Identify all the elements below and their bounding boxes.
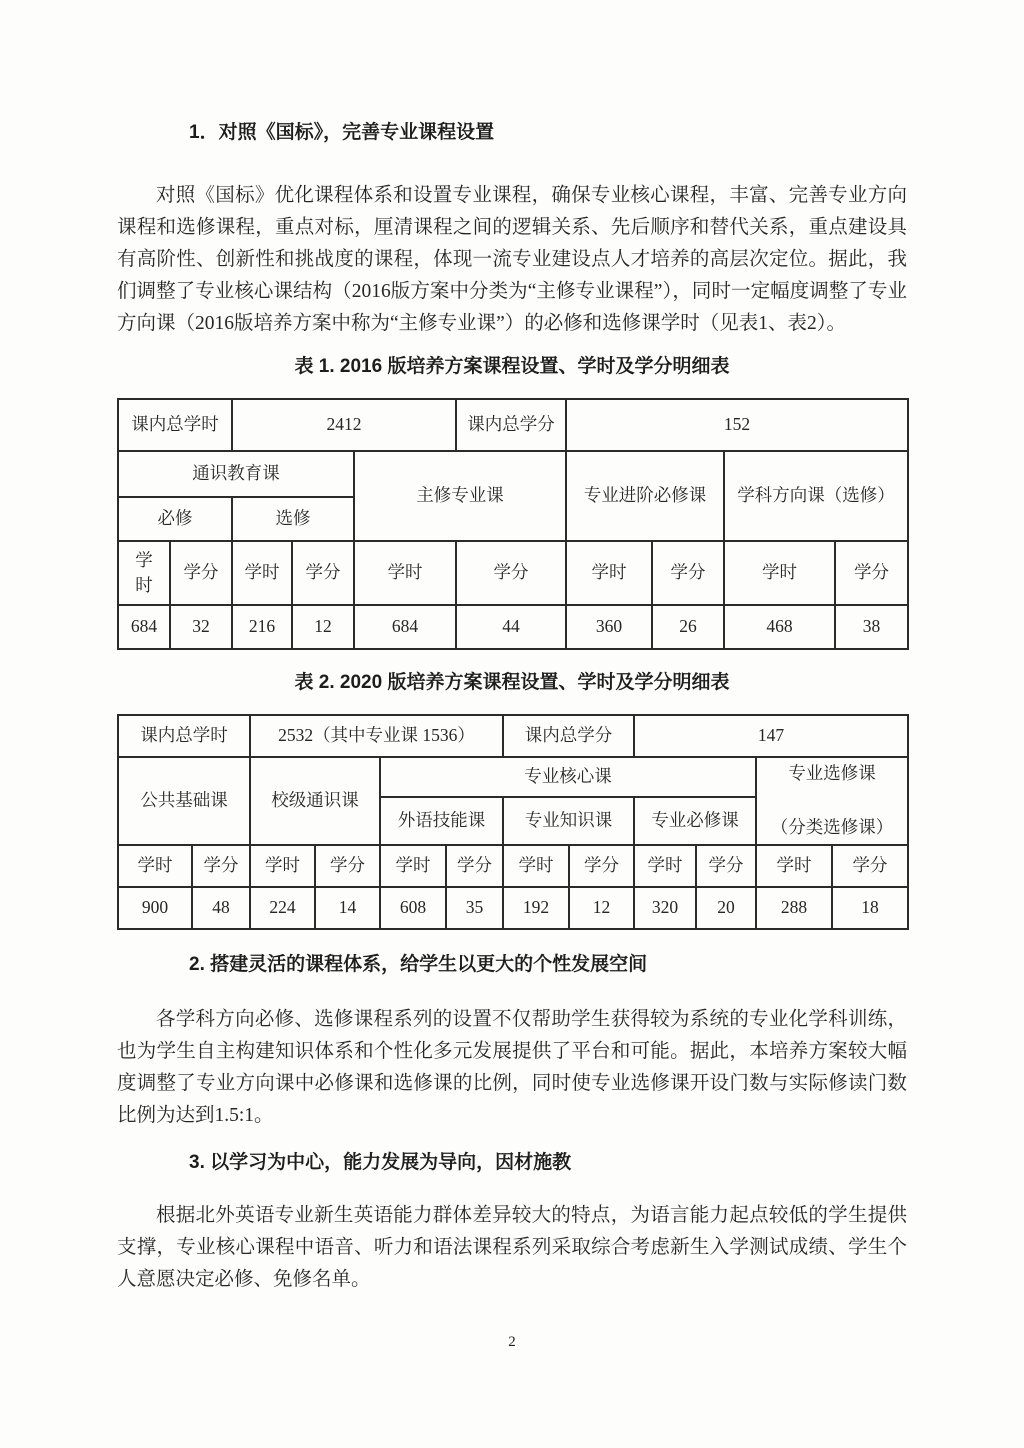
hours-header-cell: 学时 — [503, 845, 569, 887]
section-1-paragraph: 对照《国标》优化课程体系和设置专业课程，确保专业核心课程，丰富、完善专业方向课程和选修课程，重点对标，厘清课程之间的逻辑关系、先后顺序和替代关系，重点建设具有高阶性、创新性和挑战度的课程，体现一流专业建设点人才培养的高层次定位。据此，我们调整了专业核心课结构（2016版方案中分类为“主修专业课程”），同时一定幅度调整了专业方向课（2016版培养方案中称为“主修专业课”）的必修和选修课学时（见表1、表2）。 — [117, 185, 907, 334]
data-cell: 26 — [652, 605, 724, 649]
data-cell: 320 — [634, 887, 696, 929]
data-cell: 900 — [118, 887, 192, 929]
table-row — [118, 451, 908, 497]
t2-group-professional-elective — [756, 757, 908, 845]
t2-sub-language-skills: 外语技能课 — [380, 797, 503, 845]
data-cell: 38 — [835, 605, 908, 649]
section-2-heading: 2. 搭建灵活的课程体系，给学生以更大的个性发展空间 — [189, 954, 648, 975]
data-cell: 192 — [503, 887, 569, 929]
hours-header-cell — [118, 541, 170, 605]
t2-group-university-general: 校级通识课 — [250, 757, 380, 845]
credits-header-cell: 学分 — [446, 845, 503, 887]
credits-header-cell: 学分 — [835, 541, 908, 605]
data-cell: 684 — [118, 605, 170, 649]
data-cell: 44 — [456, 605, 566, 649]
data-cell: 35 — [446, 887, 503, 929]
credits-header-cell: 学分 — [456, 541, 566, 605]
t1-group-direction-elective: 学科方向课（选修） — [724, 451, 908, 541]
t1-total-credits-label: 课内总学分 — [456, 399, 566, 451]
data-cell: 224 — [250, 887, 315, 929]
credits-header-cell: 学分 — [315, 845, 380, 887]
t1-sub-required: 必修 — [118, 497, 232, 541]
table-1-curriculum-2016 — [117, 398, 909, 650]
t2-sub-professional-required: 专业必修课 — [634, 797, 756, 845]
credits-header-cell: 学分 — [832, 845, 908, 887]
t1-total-credits-value: 152 — [566, 399, 908, 451]
data-cell: 12 — [569, 887, 634, 929]
t1-group-general-education: 通识教育课 — [118, 451, 354, 497]
hours-header-cell: 学时 — [118, 845, 192, 887]
hours-header-cell: 学时 — [232, 541, 292, 605]
table-row — [118, 715, 908, 757]
t2-sub-professional-knowledge: 专业知识课 — [503, 797, 634, 845]
data-cell: 20 — [696, 887, 756, 929]
table-row — [118, 605, 908, 649]
section-3-heading: 3. 以学习为中心，能力发展为导向，因材施教 — [189, 1152, 572, 1173]
table-2-curriculum-2020 — [117, 714, 909, 930]
table-row — [118, 757, 908, 797]
t2-total-hours-value: 2532（其中专业课 1536） — [250, 715, 503, 757]
table-1-title: 表 1. 2016 版培养方案课程设置、学时及学分明细表 — [294, 356, 730, 377]
section-1-heading: 1．对照《国标》，完善专业课程设置 — [189, 122, 495, 143]
page-number: 2 — [508, 1334, 516, 1350]
data-cell: 608 — [380, 887, 446, 929]
data-cell: 32 — [170, 605, 232, 649]
credits-header-cell: 学分 — [292, 541, 354, 605]
data-cell: 12 — [292, 605, 354, 649]
section-2-paragraph: 各学科方向必修、选修课程系列的设置不仅帮助学生获得较为系统的专业化学科训练，也为学生自主构建知识体系和个性化多元发展提供了平台和可能。据此，本培养方案较大幅度调整了专业方向课中必修课和选修课的比例，同时使专业选修课开设门数与实际修读门数比例为达到1.5:1。 — [117, 1009, 907, 1126]
credits-header-cell: 学分 — [569, 845, 634, 887]
data-cell: 360 — [566, 605, 652, 649]
t2-group-public-foundation: 公共基础课 — [118, 757, 250, 845]
credits-header-cell: 学分 — [170, 541, 232, 605]
hours-header-cell: 学时 — [250, 845, 315, 887]
credits-header-cell: 学分 — [192, 845, 250, 887]
t1-group-advanced-required: 专业进阶必修课 — [566, 451, 724, 541]
hours-header-cell: 学时 — [756, 845, 832, 887]
t2-total-credits-label: 课内总学分 — [503, 715, 634, 757]
table-row — [118, 541, 908, 605]
data-cell: 48 — [192, 887, 250, 929]
hours-header-cell: 学时 — [724, 541, 835, 605]
credits-header-cell: 学分 — [652, 541, 724, 605]
table-2-title: 表 2. 2020 版培养方案课程设置、学时及学分明细表 — [294, 672, 730, 693]
data-cell: 18 — [832, 887, 908, 929]
page-content — [117, 122, 907, 1296]
section-3-paragraph: 根据北外英语专业新生英语能力群体差异较大的特点，为语言能力起点较低的学生提供支撑，专业核心课程中语音、听力和语法课程系列采取综合考虑新生入学测试成绩、学生个人意愿决定必修、免修名单。 — [117, 1205, 907, 1290]
t2-elective-line1: 专业选修课 — [788, 763, 876, 784]
hours-header-cell: 学时 — [380, 845, 446, 887]
data-cell: 216 — [232, 605, 292, 649]
table-row — [118, 399, 908, 451]
credits-header-cell: 学分 — [696, 845, 756, 887]
table-row — [118, 845, 908, 887]
data-cell: 468 — [724, 605, 835, 649]
t2-elective-line2: （分类选修课） — [770, 817, 894, 837]
data-cell: 288 — [756, 887, 832, 929]
data-cell: 14 — [315, 887, 380, 929]
t1-total-hours-value: 2412 — [232, 399, 456, 451]
data-cell: 684 — [354, 605, 456, 649]
table-row — [118, 887, 908, 929]
hours-header-cell: 学时 — [566, 541, 652, 605]
t2-group-professional-core: 专业核心课 — [380, 757, 756, 797]
t2-total-hours-label: 课内总学时 — [118, 715, 250, 757]
hours-header-cell: 学时 — [634, 845, 696, 887]
t1-sub-elective: 选修 — [232, 497, 354, 541]
t2-total-credits-value: 147 — [634, 715, 908, 757]
t1-total-hours-label: 课内总学时 — [118, 399, 232, 451]
hours-header-vertical: 学时 — [135, 549, 153, 595]
t1-group-major-courses: 主修专业课 — [354, 451, 566, 541]
hours-header-cell: 学时 — [354, 541, 456, 605]
